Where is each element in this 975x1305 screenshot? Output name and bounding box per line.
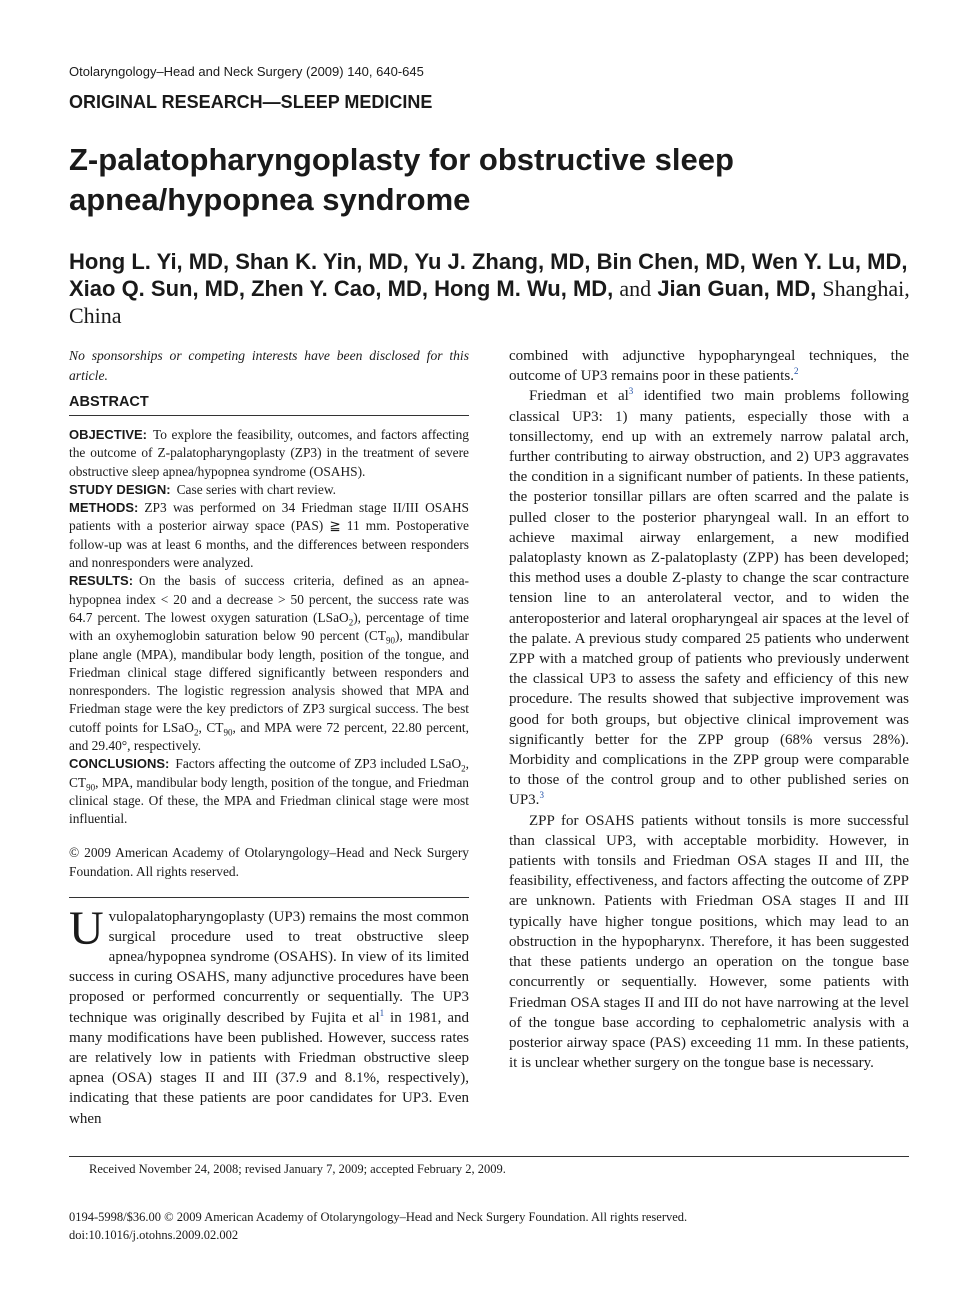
body-paragraph-3: ZPP for OSAHS patients without tonsils is more successful than classical UP3, with acceptable morbidity. However, in patients with tonsils and Friedman OSA stages II and III, the feasibility, effectiveness, and factors affecting the outcome of ZPP are unknown. Patients with Friedman OSA stages II and III typically have higher tongue positions, which may lead to an obstruction in the hypopharynx. Therefore, it has been suggested that these patients undergo an operation on the tongue base concurrently or sequentially. However, some patients with Friedman OSA stages II and III do not have narrowing at the level of the tongue base according to cephalometric analysis with a posterior airway space (PAS) exceeding 11 mm. In these patients, it is unclear whether surgery on the tongue base is necessary.: [509, 812, 909, 1072]
methods-label: METHODS:: [69, 500, 139, 516]
results-text-3: ), mandibular plane angle (MPA), mandibular body length, position of the tongue, and Friedman clinical stage differed significantly between responders and nonresponders. The logistic regression analysis showed that MPA and Friedman stage were the key predictors of ZP3 surgical success. The best cutoff points for LSaO: [69, 628, 470, 735]
results-sub-3: 2: [193, 727, 199, 738]
results-text-5: , and MPA were 72 percent, 22.80 percent, and 29.40°, respectively.: [69, 719, 469, 754]
received-dates: Received November 24, 2008; revised January 7, 2009; accepted February 2, 2009.: [89, 1162, 506, 1176]
paragraph-2-text-1: Friedman et al: [529, 388, 629, 405]
intro-paragraph: [69, 901, 469, 1129]
intro-text-1: vulopalatopharyngoplasty (UP3) remains the most common surgical procedure used to treat obstructive sleep apnea/hypopnea syndrome (OSAHS). In view of its limited success in curing OSAHS, many adjunctive procedures have been proposed or performed concurrently or sequentially. The UP3 technique was originally described by Fujita et al: [69, 908, 469, 1026]
reference-link-3-second[interactable]: 3: [539, 790, 544, 801]
section-label: ORIGINAL RESEARCH—SLEEP MEDICINE: [69, 92, 433, 112]
abstract-study-design: [69, 481, 469, 499]
abstract-heading: ABSTRACT: [69, 394, 469, 416]
author-last: Jian Guan, MD,: [657, 276, 817, 301]
author-list: [69, 248, 919, 329]
conclusions-text-2: , CT: [69, 756, 469, 790]
issn-line: 0194-5998/$36.00 © 2009 American Academy of Otolaryngology–Head and Neck Surgery Foundation. All rights reserved.: [69, 1210, 688, 1224]
results-text-4: , CT: [198, 719, 224, 735]
abstract-methods: [69, 499, 469, 572]
results-sub-1: 2: [348, 617, 354, 628]
journal-citation: Otolaryngology–Head and Neck Surgery (2009) 140, 640-645: [69, 64, 424, 79]
conclusions-text-1: Factors affecting the outcome of ZP3 included LSaO: [175, 756, 462, 772]
doi-link[interactable]: doi:10.1016/j.otohns.2009.02.002: [69, 1228, 239, 1242]
conclusions-text-3: , MPA, mandibular body length, position of the tongue, and Friedman clinical stage. Of these, the MPA and Friedman clinical stage were most influential.: [69, 774, 469, 827]
results-label: RESULTS:: [69, 573, 134, 589]
abstract-results: [69, 572, 469, 755]
body-paragraph-1: [509, 346, 909, 386]
author-names: Hong L. Yi, MD, Shan K. Yin, MD, Yu J. Zhang, MD, Bin Chen, MD, Wen Y. Lu, MD, Xiao Q. Sun, MD, Zhen Y. Cao, MD, Hong M. Wu, MD,: [69, 249, 908, 301]
methods-text: ZP3 was performed on 34 Friedman stage II/III OSAHS patients with a posterior airway space (PAS) ≧ 11 mm. Postoperative follow-up was at least 6 months, and the differences between responders and nonresponders were analyzed.: [69, 500, 469, 571]
results-text-2: ), percentage of time with an oxyhemoglobin saturation below 90 percent (CT: [69, 609, 469, 644]
author-location: Shanghai, China: [69, 276, 910, 328]
objective-label: OBJECTIVE:: [69, 427, 148, 442]
article-title: Z-palatopharyngoplasty for obstructive sleep apnea/hypopnea syndrome: [69, 142, 734, 217]
abstract-objective: [69, 426, 469, 481]
reference-link-2[interactable]: 2: [793, 366, 799, 377]
results-sub-4: 90: [223, 727, 233, 738]
body-paragraph-2: [509, 386, 909, 810]
reference-link-1[interactable]: 1: [379, 1007, 385, 1018]
results-sub-2: 90: [385, 635, 395, 646]
conclusions-sub-1: 2: [461, 764, 466, 775]
author-and: and: [619, 276, 652, 301]
drop-cap: U: [69, 901, 104, 955]
abstract-conclusions: [69, 755, 469, 828]
conclusions-label: CONCLUSIONS:: [69, 756, 170, 772]
abstract-copyright: © 2009 American Academy of Otolaryngology–Head and Neck Surgery Foundation. All rights reserved.: [69, 843, 469, 898]
results-text-1: On the basis of success criteria, defined as an apnea-hypopnea index < 20 and a decrease > 50 percent, the success rate was 64.7 percent. The lowest oxygen saturation (LSaO: [69, 573, 469, 625]
conclusions-sub-2: 90: [86, 782, 96, 793]
intro-text-2: in 1981, and many modifications have been published. However, success rates are relatively low in patients with Friedman obstructive sleep apnea (OSA) stages II and III (37.9 and 8.1%, respectively), indicating that these patients are poor candidates for UP3. Even when: [69, 1009, 469, 1127]
footer-divider: [69, 1156, 909, 1157]
objective-text: To explore the feasibility, outcomes, and factors affecting the outcome of Z-palatopharyngoplasty (ZP3) in the treatment of severe obstructive sleep apnea/hypopnea syndrome (OSAHS).: [69, 427, 469, 479]
reference-link-3[interactable]: 3: [628, 386, 634, 397]
study-design-label: STUDY DESIGN:: [69, 481, 171, 497]
left-column: [69, 346, 469, 1129]
study-design-text: Case series with chart review.: [176, 481, 336, 497]
disclosure-note: No sponsorships or competing interests have been disclosed for this article.: [69, 348, 469, 383]
right-column: [509, 346, 909, 1073]
paragraph-1-text: combined with adjunctive hypopharyngeal techniques, the outcome of UP3 remains poor in these patients.: [509, 348, 909, 385]
paragraph-2-text-2: identified two main problems following classical UP3: 1) many patients, especially those with a tonsillectomy, end up with an extremely narrow palatal arch, further contributing to airway obstruction, and 2) UP3 aggravates the condition in a significant number of patients. In these patients, the posterior tonsillar pillars are often scarred and the palate is pulled closer to the posterior pharyngeal wall. In an effort to achieve maximal airway enlargement, a new modified palatoplasty known as Z-palatoplasty (ZPP) has been developed; this method uses a double Z-plasty to change the scar contracture tension line to an anterolateral vector, and to widen the anteroposterior and lateral oropharyngeal air spaces at the level of the palate. A previous study compared 25 patients who underwent ZPP with a matched group of patients who previously underwent the classical UP3 to assess the safety and efficiency of this new procedure. The results showed that subjective improvement was good for both groups, but objective clinical improvement was significantly better for the ZPP group (68% versus 28%). Morbidity and complications in the ZPP group were comparable to those of the control group and to other published series on UP3.: [509, 388, 909, 809]
